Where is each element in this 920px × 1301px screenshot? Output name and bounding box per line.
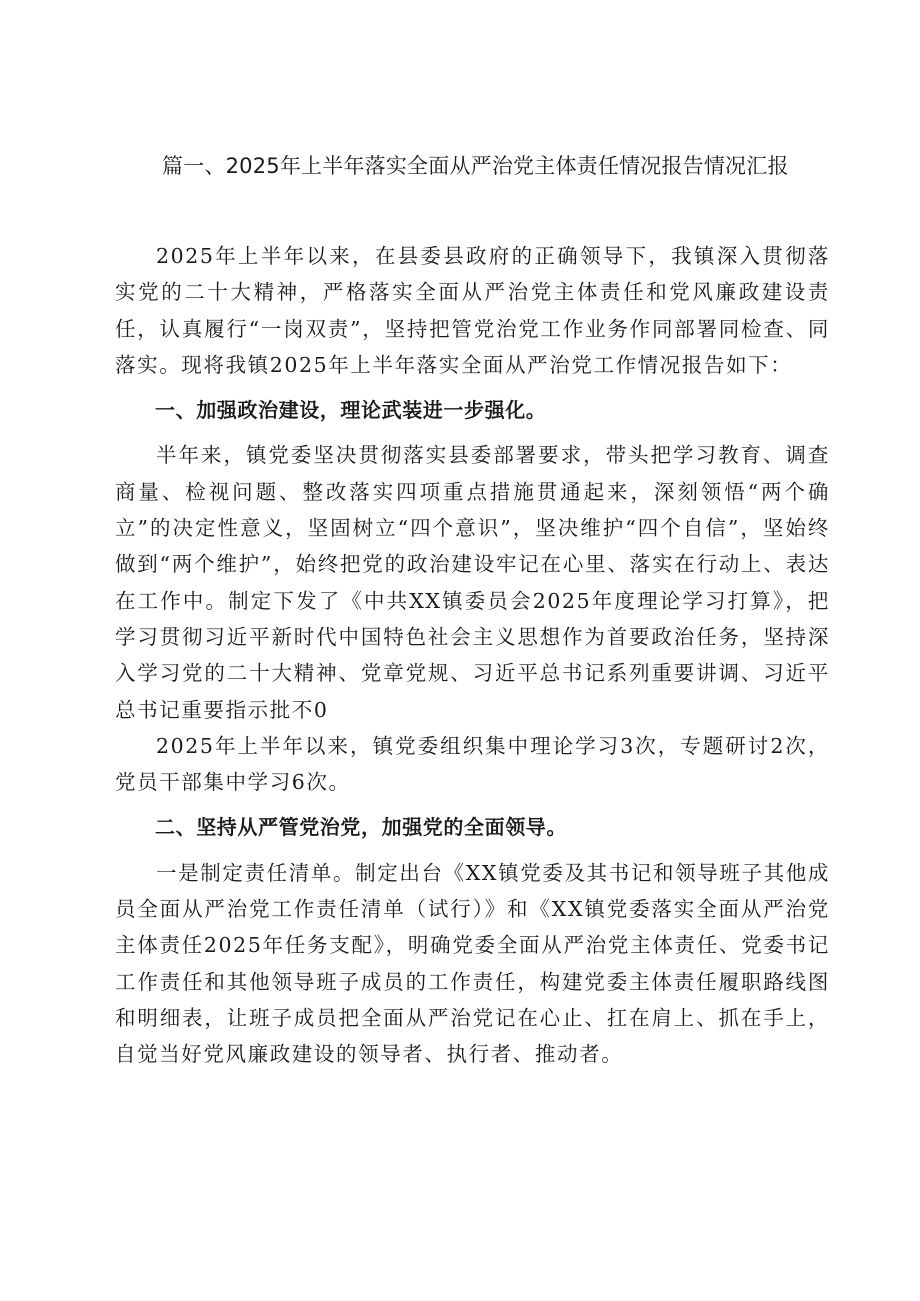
section-2-paragraph: 一是制定责任清单。制定出台《XX镇党委及其书记和领导班子其他成员全面从严治党工作责任清单（试行）》和《XX镇党委落实全面从严治党主体责任2025年任务支配》，明确党委全面从严治党主体责任、党委书记工作责任和其他领导班子成员的工作责任，构建党委主体责任履职路线图和明细表，让班子成员把全面从严治党记在心止、扛在肩上、抓在手上，自觉当好党风廉政建设的领导者、执行者、推动者。 bbox=[115, 860, 830, 1067]
study-stats-paragraph: 2025年上半年以来，镇党委组织集中理论学习3次，专题研讨2次，党员干部集中学习6次。 bbox=[115, 733, 830, 795]
section-heading-1: 一、加强政治建设，理论武装进一步强化。 bbox=[155, 398, 547, 423]
intro-paragraph: 2025年上半年以来，在县委县政府的正确领导下，我镇深入贯彻落实党的二十大精神，严格落实全面从严治党主体责任和党风廉政建设责任，认真履行“一岗双责”，坚持把管党治党工作业务作同部署同检查、同落实。现将我镇2025年上半年落实全面从严治党工作情况报告如下： bbox=[115, 244, 830, 377]
document-title: 篇一、2025年上半年落实全面从严治党主体责任情况报告情况汇报 bbox=[162, 154, 789, 178]
section-heading-2: 二、坚持从严管党治党，加强党的全面领导。 bbox=[155, 815, 567, 840]
section-1-paragraph: 半年来，镇党委坚决贯彻落实县委部署要求，带头把学习教育、调查商量、检视问题、整改落实四项重点措施贯通起来，深刻领悟“两个确立”的决定性意义，坚固树立“四个意识”，坚决维护“四个自信”，坚始终做到“两个维护”，始终把党的政治建设牢记在心里、落实在行动上、表达在工作中。制定下发了《中共XX镇委员会2025年度理论学习打算》，把学习贯彻习近平新时代中国特色社会主义思想作为首要政治任务，坚持深入学习党的二十大精神、党章党规、习近平总书记系列重要讲调、习近平总书记重要指示批不0 bbox=[115, 443, 830, 722]
document-body bbox=[115, 238, 830, 1073]
